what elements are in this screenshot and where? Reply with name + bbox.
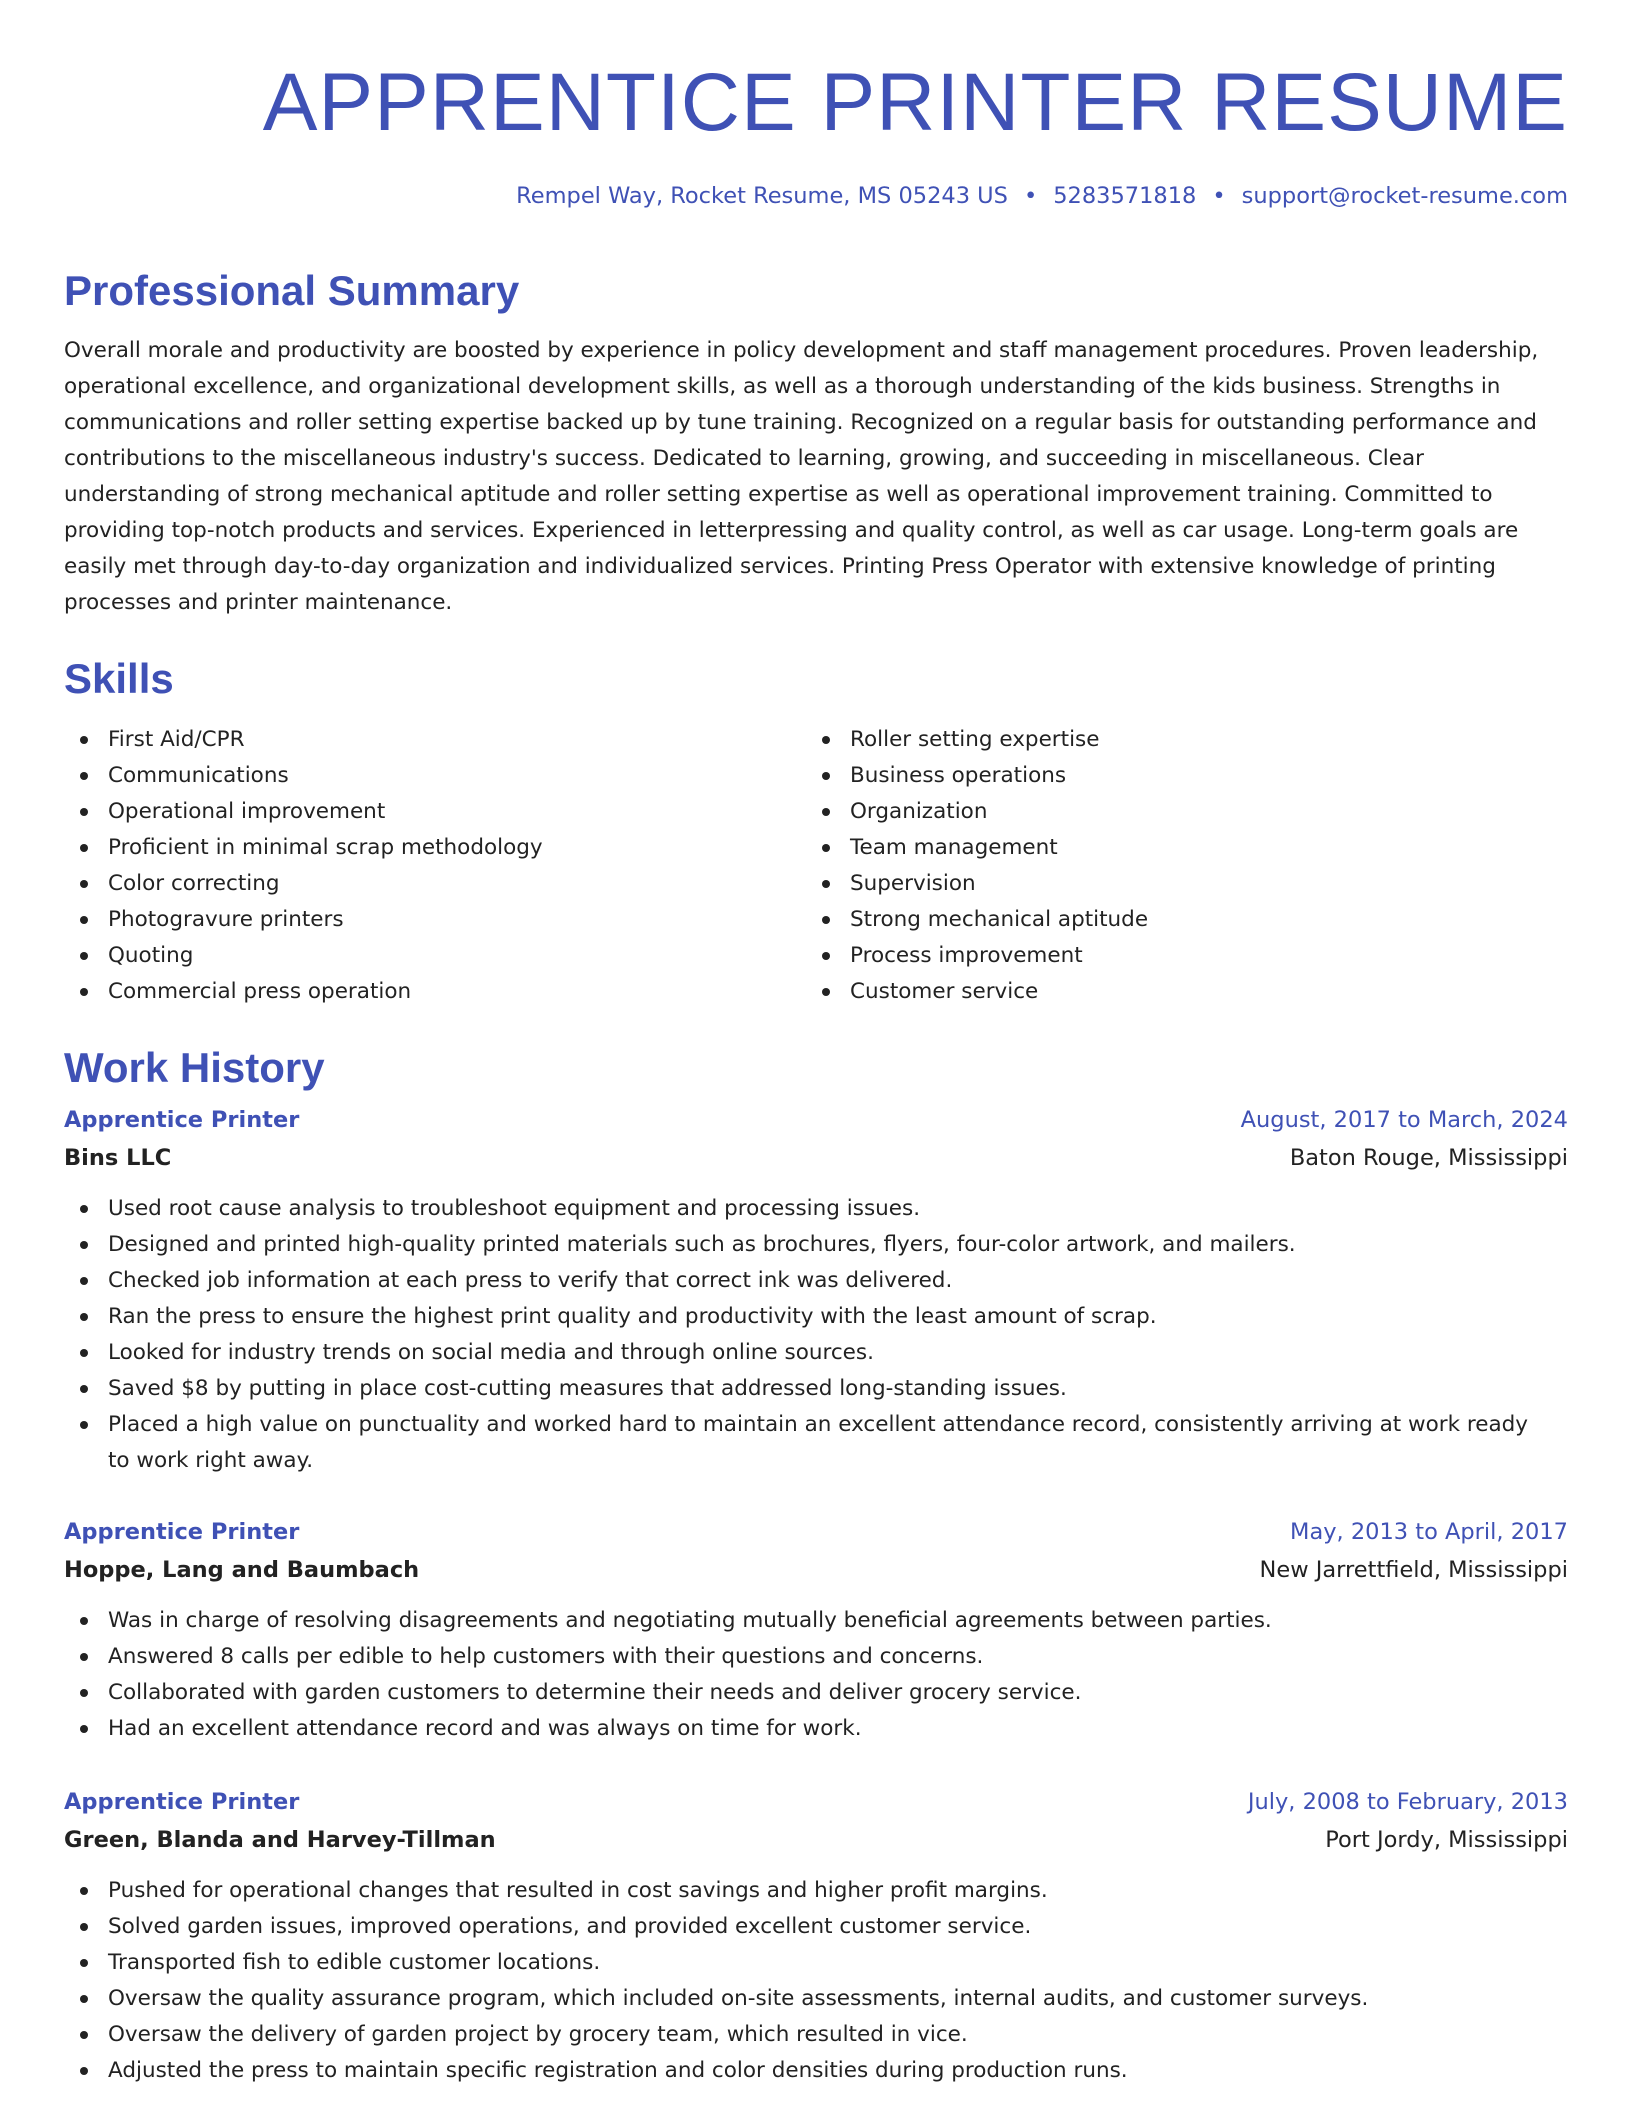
job-title: Apprentice Printer [64,1519,300,1545]
job-title: Apprentice Printer [64,1107,300,1133]
job-dates: August, 2017 to March, 2024 [1240,1107,1568,1133]
job-bullet: Adjusted the press to maintain specific registration and color densities during production runs. [64,2053,1568,2089]
skill-item: Operational improvement [64,794,806,830]
job-bullets [64,1603,1568,1747]
contact-separator: • [1023,183,1038,209]
job-title: Apprentice Printer [64,1789,300,1815]
job-bullet: Oversaw the delivery of garden project by grocery team, which resulted in vice. [64,2017,1568,2053]
skill-item: Color correcting [64,866,806,902]
job-bullet: Solved garden issues, improved operations, and provided excellent customer service. [64,1909,1568,1945]
job-entry [64,1101,1568,1479]
skill-item: Team management [806,830,1548,866]
skill-item: Organization [806,794,1548,830]
resume-page [64,0,1568,2083]
summary-text: Overall morale and productivity are boosted by experience in policy development and staff management procedures. Proven leadership, operational excellence, and organizational development skills, as well as a thorough understanding of the kids business. Strengths in communications and roller setting expertise backed up by tune training. Recognized on a regular basis for outstanding performance and contributions to the miscellaneous industry's success. Dedicated to learning, growing, and succeeding in miscellaneous. Clear understanding of strong mechanical aptitude and roller setting expertise as well as operational improvement training. Committed to providing top-notch products and services. Experienced in letterpressing and quality control, as well as car usage. Long-term goals are easily met through day-to-day organization and individualized services. Printing Press Operator with extensive knowledge of printing processes and printer maintenance. [64,338,1539,615]
skills-heading: Skills [64,655,174,702]
job-bullet: Designed and printed high-quality printed materials such as brochures, flyers, four-color artwork, and mailers. [64,1227,1568,1263]
job-company: Green, Blanda and Harvey-Tillman [64,1827,496,1853]
work-history-heading: Work History [64,1044,325,1091]
skill-item: Supervision [806,866,1548,902]
job-bullet: Ran the press to ensure the highest print quality and productivity with the least amount of scrap. [64,1299,1568,1335]
contact-separator: • [1212,183,1226,209]
job-bullet: Transported fish to edible customer locations. [64,1945,1568,1981]
contact-phone: 5283571818 [1053,183,1197,209]
skill-item: Strong mechanical aptitude [806,902,1548,938]
job-entry [64,1783,1568,2089]
job-entry [64,1513,1568,1747]
contact-address: Rempel Way, Rocket Resume, MS 05243 US [516,183,1008,209]
summary-heading: Professional Summary [64,267,520,314]
skill-item: Quoting [64,938,806,974]
contact-line [64,180,1568,212]
job-location: New Jarrettfield, Mississippi [1259,1557,1568,1583]
skill-item: Commercial press operation [64,974,806,1010]
job-bullet: Was in charge of resolving disagreements and negotiating mutually beneficial agreements between parties. [64,1603,1568,1639]
job-company: Hoppe, Lang and Baumbach [64,1557,420,1583]
job-bullet: Used root cause analysis to troubleshoot equipment and processing issues. [64,1191,1568,1227]
skill-item: Proficient in minimal scrap methodology [64,830,806,866]
job-bullet: Collaborated with garden customers to determine their needs and deliver grocery service. [64,1675,1568,1711]
job-location: Port Jordy, Mississippi [1325,1827,1568,1853]
job-bullet: Checked job information at each press to verify that correct ink was delivered. [64,1263,1568,1299]
job-bullet: Saved $8 by putting in place cost-cutting measures that addressed long-standing issues. [64,1371,1568,1407]
skill-item: Photogravure printers [64,902,806,938]
job-company: Bins LLC [64,1145,172,1171]
job-bullet: Had an excellent attendance record and was always on time for work. [64,1711,1568,1747]
job-bullet: Oversaw the quality assurance program, which included on-site assessments, internal audits, and customer surveys. [64,1981,1568,2017]
job-location: Baton Rouge, Mississippi [1289,1145,1568,1171]
skill-item: Process improvement [806,938,1548,974]
skills-column-left [64,722,806,1010]
skill-item: Business operations [806,758,1548,794]
resume-title: APPRENTICE PRINTER RESUME [262,57,1568,148]
skill-item: First Aid/CPR [64,722,806,758]
contact-email[interactable]: support@rocket-resume.com [1241,183,1568,209]
job-bullet: Placed a high value on punctuality and worked hard to maintain an excellent attendance record, consistently arriving at work ready to work right away. [64,1407,1568,1479]
job-bullets [64,1191,1568,1479]
job-bullet: Answered 8 calls per edible to help customers with their questions and concerns. [64,1639,1568,1675]
skill-item: Communications [64,758,806,794]
job-bullet: Looked for industry trends on social media and through online sources. [64,1335,1568,1371]
skills-list [64,722,1568,1010]
skill-item: Customer service [806,974,1548,1010]
job-bullets [64,1873,1568,2089]
job-bullet: Pushed for operational changes that resulted in cost savings and higher profit margins. [64,1873,1568,1909]
job-dates: July, 2008 to February, 2013 [1247,1789,1568,1815]
job-dates: May, 2013 to April, 2017 [1290,1519,1568,1545]
skill-item: Roller setting expertise [806,722,1548,758]
skills-column-right [806,722,1548,1010]
